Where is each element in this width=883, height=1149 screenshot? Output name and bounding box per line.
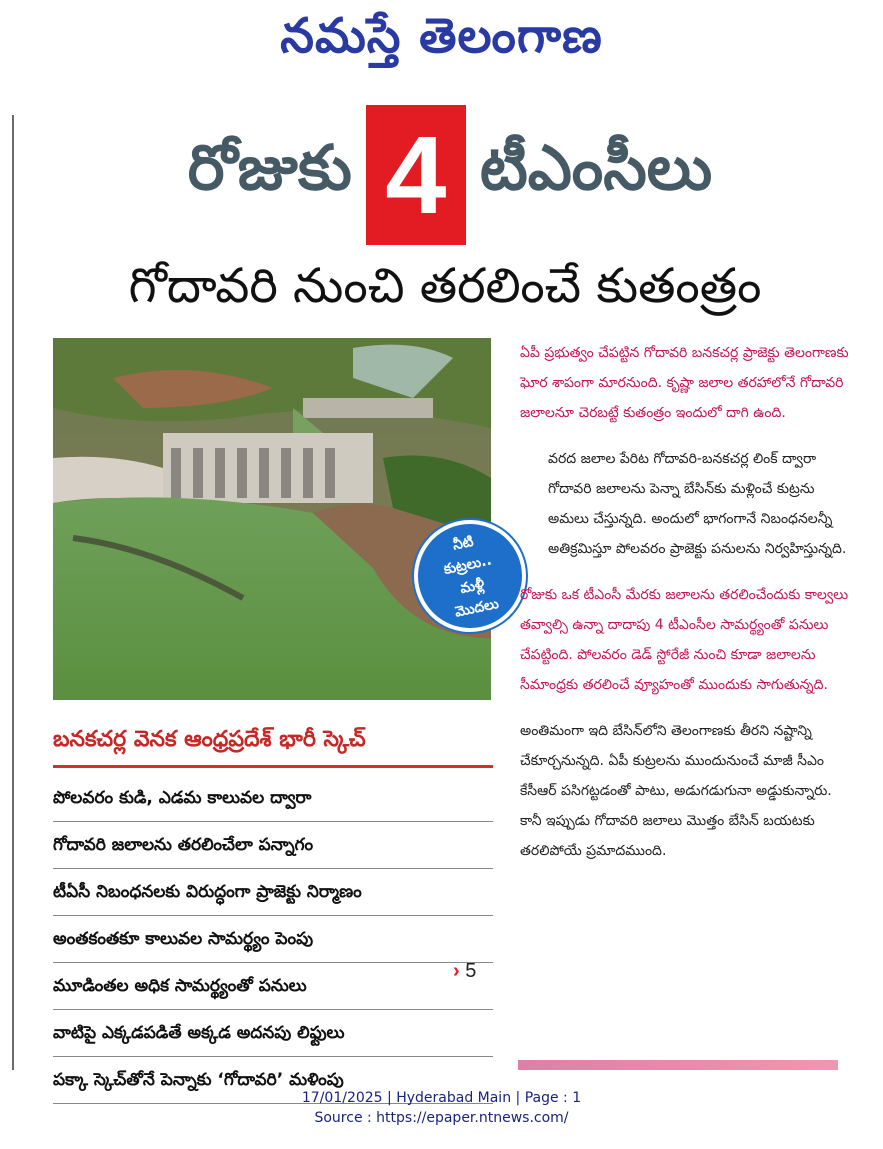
badge-line1: నీటి xyxy=(451,533,475,554)
footer-date-edition: 17/01/2025 | Hyderabad Main | Page : 1 xyxy=(301,1090,582,1106)
section-subtitle: బనకచర్ల వెనక ఆంధ్రప్రదేశ్ భారీ స్కెచ్ xyxy=(53,715,493,768)
paragraph-intro: ఏపీ ప్రభుత్వం చేపట్టిన గోదావరి బనకచర్ల ప్రాజెక్టు తెలంగాణకు ఘోర శాపంగా మారనుంది. కృష్ణా జలాల తరహాలోనే గోదావరి జలాలనూ చెరబట్టే కుతంత్రం ఇందులో దాగి ఉంది. xyxy=(520,345,849,421)
bullet-item: మూడింతల అధిక సామర్థ్యంతో పనులు xyxy=(53,963,493,1010)
cutoff-line xyxy=(518,1060,838,1070)
bullet-item: అంతకంతకూ కాలువల సామర్థ్యం పెంపు xyxy=(53,916,493,963)
bullet-item: వాటిపై ఎక్కడపడితే అక్కడ అదనపు లిఫ్టులు xyxy=(53,1010,493,1057)
headline-part1: రోజుకు xyxy=(187,131,352,204)
bullet-item: పక్కా స్కెచ్‌తోనే పెన్నాకు ‘గోదావరి’ మళింపు xyxy=(53,1057,493,1104)
continued-page-ref[interactable] xyxy=(453,960,476,983)
paragraph-body: వరద జలాల పేరిట గోదావరి-బనకచర్ల లింక్ ద్వారా గోదావరి జలాలను పెన్నా బేసిన్‌కు మళ్లించే కుట్రను అమలు చేస్తున్నది. అందులో భాగంగానే నిబంధనలన్నీ అతిక్రమిస్తూ పోలవరం ప్రాజెక్టు పనులను నిర్వహిస్తున్నది. xyxy=(548,451,847,557)
footer-source-link[interactable]: Source : https://epaper.ntnews.com/ xyxy=(314,1110,569,1126)
badge-line2: కుట్రలు.. xyxy=(442,552,494,579)
bullet-item: టీఏసీ నిబంధనలకు విరుద్ధంగా ప్రాజెక్టు నిర్మాణం xyxy=(53,869,493,916)
chevron-right-icon: › xyxy=(453,960,460,982)
bullet-list xyxy=(53,775,493,1104)
column-rule xyxy=(12,115,14,1070)
headline-part2: టీఎంసీలు xyxy=(479,131,713,204)
headline xyxy=(40,100,860,250)
article-body xyxy=(520,338,855,882)
paragraph-highlight: రోజుకు ఒక టీఎంసీ మేరకు జలాలను తరలించేందుకు కాల్వలు తవ్వాల్సి ఉన్నా దాదాపు 4 టీఎంసీల సామర్థ్యంతో పనులు చేపట్టింది. పోలవరం డెడ్ స్టోరేజీ నుంచి కూడా జలాలను సీమాంధ్రకు తరలించే వ్యూహంతో ముందుకు సాగుతున్నది. xyxy=(520,587,849,693)
dam-photo xyxy=(53,338,491,700)
headline-number: 4 xyxy=(366,105,466,245)
headline-subtitle: గోదావరి నుంచి తరలించే కుతంత్రం xyxy=(128,258,762,314)
paragraph-body: అంతిమంగా ఇది బేసిన్‌లోని తెలంగాణకు తీరని నష్టాన్ని చేకూర్చనున్నది. ఏపీ కుట్రలను ముందునుంచే మాజీ సీఎం కేసీఆర్ పసిగట్టడంతో పాటు, అడుగడుగునా అడ్డుకున్నారు. కానీ ఇప్పుడు గోదావరి జలాలు మొత్తం బేసిన్ బయటకు తరలిపోయే ప్రమాదముంది. xyxy=(520,723,832,859)
masthead-title: నమస్తే తెలంగాణ xyxy=(280,8,603,64)
badge-line4: మొదలు xyxy=(453,595,501,621)
page-number: 5 xyxy=(465,960,477,982)
page-footer xyxy=(0,1088,883,1128)
bullet-item: పోలవరం కుడి, ఎడమ కాలువల ద్వారా xyxy=(53,775,493,822)
bullet-item: గోదావరి జలాలను తరలించేలా పన్నాగం xyxy=(53,822,493,869)
badge-line3: మళ్లీ xyxy=(458,576,486,598)
